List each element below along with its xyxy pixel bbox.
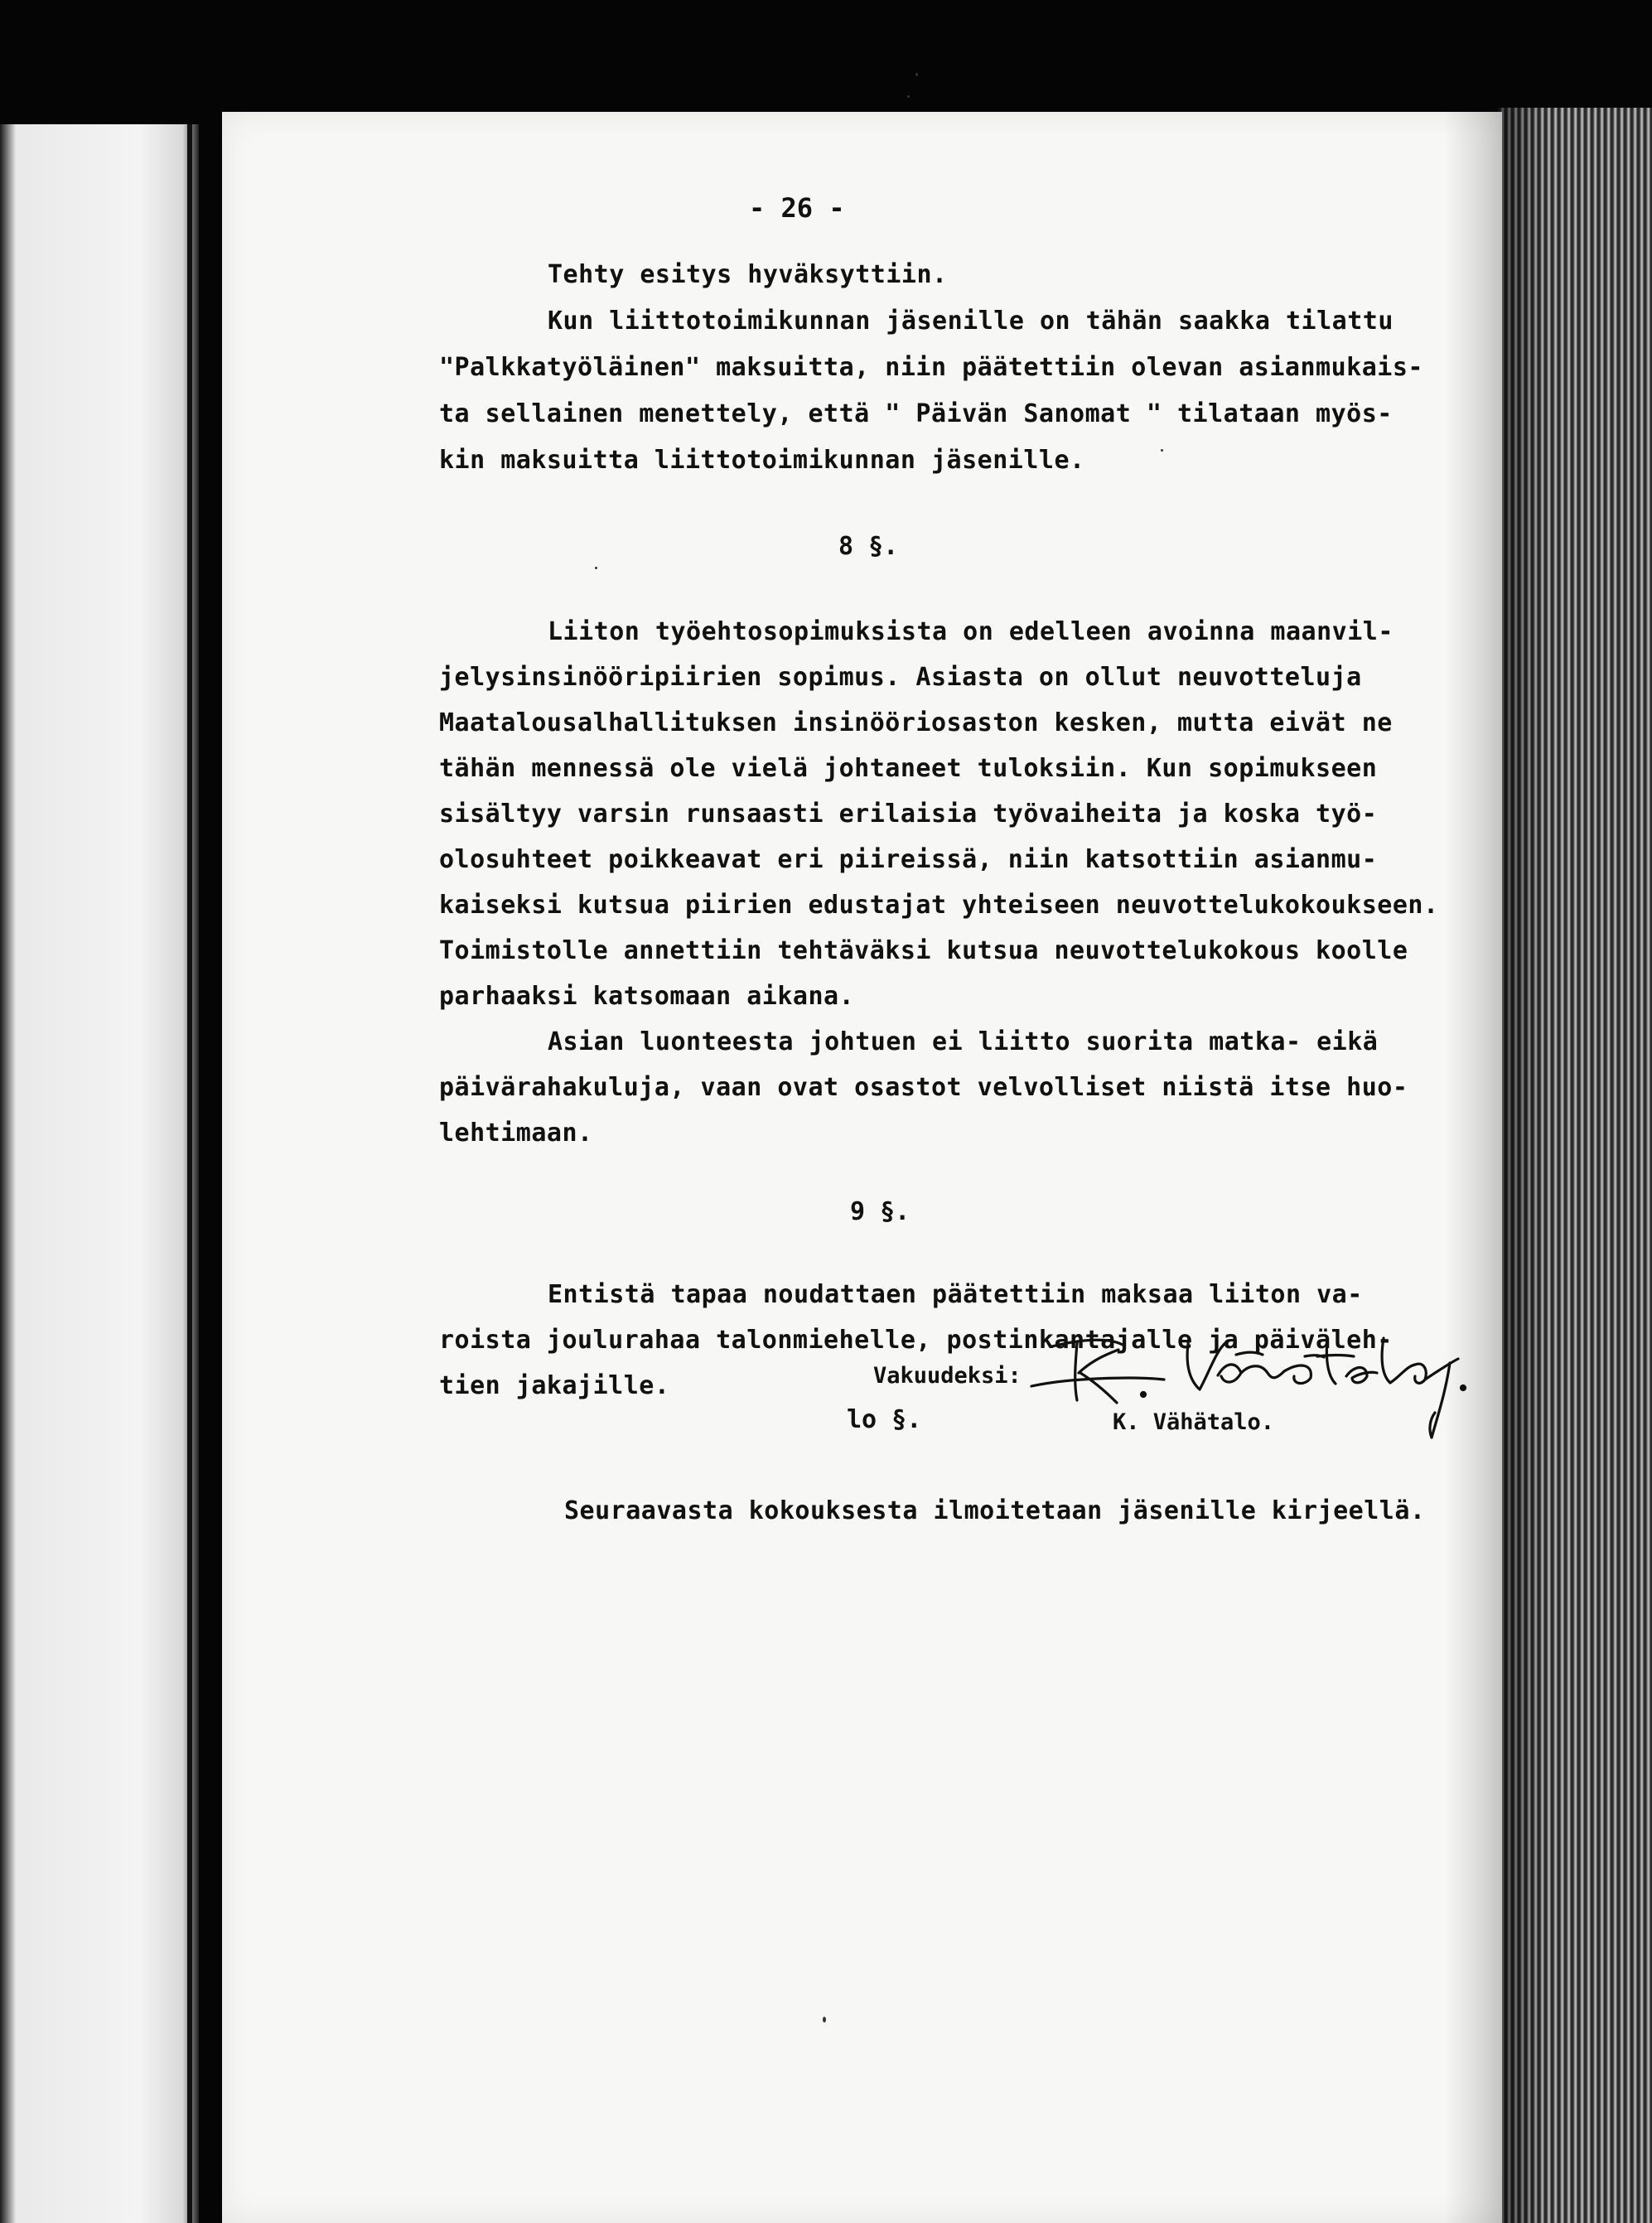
section-9-heading: 9 §. bbox=[850, 1197, 911, 1226]
text-line: kin maksuitta liittotoimikunnan jäsenille. bbox=[439, 446, 1085, 475]
text-line: jelysinsinööripiirien sopimus. Asiasta on ollut neuvotteluja bbox=[439, 663, 1362, 692]
signatory-printed-name: K. Vähätalo. bbox=[1113, 1409, 1275, 1435]
page-gutter-shadow bbox=[1444, 112, 1502, 2223]
text-line: Toimistolle annettiin tehtäväksi kutsua neuvottelukokous koolle bbox=[439, 936, 1408, 965]
text-line: kaiseksi kutsua piirien edustajat yhteiseen neuvottelukokoukseen. bbox=[439, 891, 1439, 920]
text-line: Maatalousalhallituksen insinööriosaston kesken, mutta eivät ne bbox=[439, 708, 1393, 737]
text-line: Liiton työehtosopimuksista on edelleen avoinna maanvil- bbox=[548, 617, 1394, 646]
scan-speck bbox=[915, 73, 918, 76]
text-line: Tehty esitys hyväksyttiin. bbox=[548, 260, 948, 289]
previous-page-edge bbox=[0, 124, 199, 2223]
scan-speck bbox=[823, 2017, 826, 2022]
text-line: olosuhteet poikkeavat eri piireissä, niin katsottiin asianmu- bbox=[439, 845, 1378, 874]
signature-label-text: Vakuudeksi: bbox=[873, 1363, 1022, 1389]
document-page bbox=[222, 112, 1502, 2223]
text-line: Kun liittotoimikunnan jäsenille on tähän saakka tilattu bbox=[548, 307, 1394, 336]
text-line: tähän mennessä ole vielä johtaneet tuloksiin. Kun sopimukseen bbox=[439, 754, 1378, 783]
text-line: ta sellainen menettely, että " Päivän Sanomat " tilataan myös- bbox=[439, 399, 1393, 428]
scan-speck bbox=[595, 567, 597, 569]
scan-speck bbox=[907, 95, 910, 98]
binding-shadow bbox=[1498, 108, 1548, 2223]
text-line: parhaaksi katsomaan aikana. bbox=[439, 982, 855, 1011]
text-line: lehtimaan. bbox=[439, 1119, 593, 1148]
section-10-heading-visible: lo §. bbox=[847, 1405, 922, 1434]
text-line: päivärahakuluja, vaan ovat osastot velvolliset niistä itse huo- bbox=[439, 1073, 1408, 1102]
scan-speck bbox=[1161, 449, 1163, 452]
section-8-heading: 8 §. bbox=[838, 532, 899, 561]
text-line: sisältyy varsin runsaasti erilaisia työvaiheita ja koska työ- bbox=[439, 800, 1378, 829]
text-line: "Palkkatyöläinen" maksuitta, niin päätettiin olevan asianmukais- bbox=[439, 353, 1423, 382]
text-line: roista joulurahaa talonmiehelle, postinkantajalle ja päiväleh- bbox=[439, 1326, 1393, 1355]
text-line: Asian luonteesta johtuen ei liitto suorita matka- eikä bbox=[548, 1027, 1379, 1056]
text-line: Entistä tapaa noudattaen päätettiin maksaa liiton va- bbox=[548, 1280, 1363, 1309]
page-number: - 26 - bbox=[749, 192, 845, 224]
page-edge-line bbox=[187, 124, 192, 2223]
section-10-line: Seuraavasta kokouksesta ilmoitetaan jäsenille kirjeellä. bbox=[564, 1496, 1426, 1525]
text-line: tien jakajille. bbox=[439, 1371, 670, 1400]
